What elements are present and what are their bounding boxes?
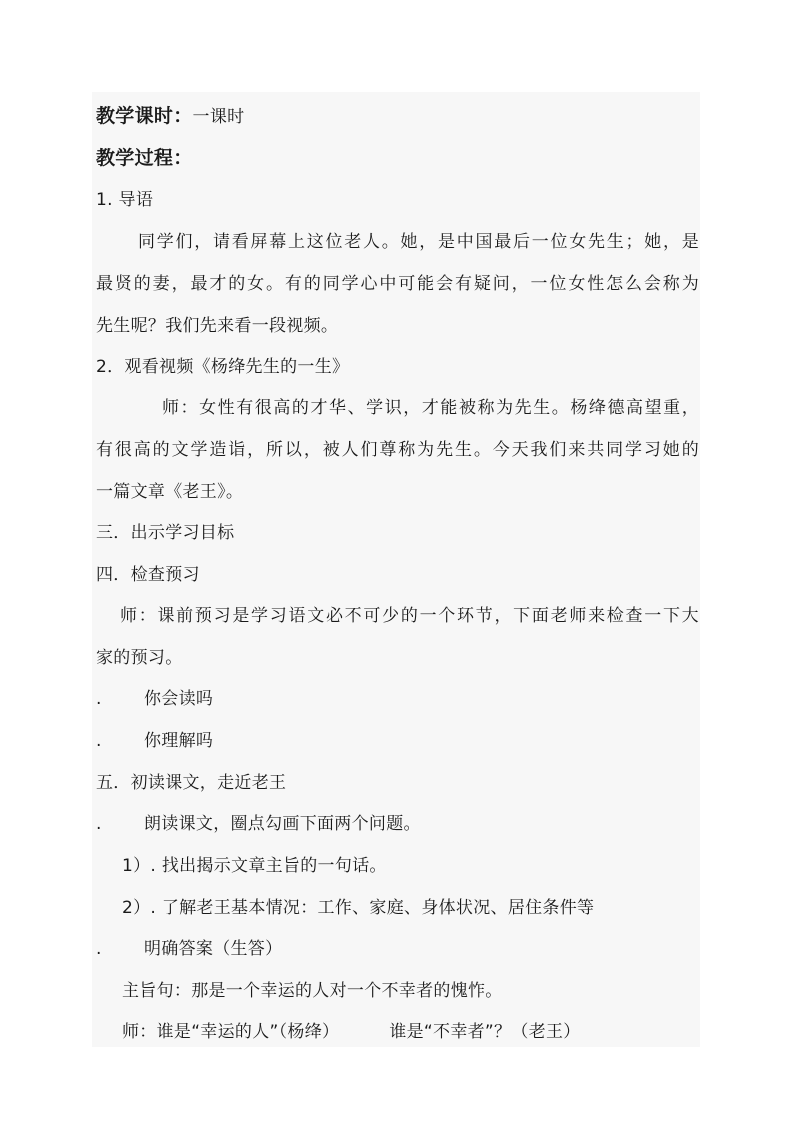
list-item: [96, 729, 213, 753]
section5-title: 五．初读课文，走近老王: [96, 773, 287, 793]
teacher-question-lucky: 师：谁是“幸运的人”（杨绛）: [122, 1022, 340, 1042]
section1-para-line-1: 同学们，请看屏幕上这位老人。她，是中国最后一位女先生；她，是: [138, 232, 699, 252]
theme-sentence: 主旨句：那是一个幸运的人对一个不幸者的愧怍。: [122, 981, 503, 1001]
list-item: [96, 812, 421, 836]
section3-title: 三．出示学习目标: [96, 523, 235, 543]
section4-para-line-1: 师：课前预习是学习语文必不可少的一个环节，下面老师来检查一下大: [120, 606, 699, 626]
question-1: 1）. 找出揭示文章主旨的一句话。: [122, 856, 387, 876]
section2-para-line-3: 一篇文章《老王》。: [96, 482, 244, 502]
list-item-text: 你会读吗: [144, 689, 214, 709]
list-item-dot: .: [96, 689, 102, 709]
list-item-dot: .: [96, 814, 102, 834]
teaching-hours-value: 一课时: [192, 107, 245, 127]
teaching-hours-label: 教学课时：: [96, 105, 193, 127]
section1-title: 1. 导语: [96, 190, 154, 210]
teaching-hours-line: [96, 104, 244, 129]
teacher-question-unlucky: 谁是“不幸者”？（老王）: [389, 1022, 581, 1042]
list-item-dot: .: [96, 939, 102, 959]
list-item-text: 你理解吗: [144, 731, 214, 751]
section2-title: 2．观看视频《杨绛先生的一生》: [96, 357, 350, 377]
question-2: 2）. 了解老王基本情况：工作、家庭、身体状况、居住条件等: [122, 898, 595, 918]
list-item: [96, 937, 282, 961]
section4-title: 四．检查预习: [96, 565, 200, 585]
section1-para-line-2: 最贤的妻，最才的女。有的同学心中可能会有疑问，一位女性怎么会称为: [96, 274, 699, 294]
teacher-questions-line: [122, 1020, 581, 1044]
list-item-dot: .: [96, 731, 102, 751]
list-item: [96, 687, 213, 711]
list-item-text: 朗读课文，圈点勾画下面两个问题。: [144, 814, 421, 834]
list-item-text: 明确答案（生答）: [144, 939, 283, 959]
teaching-process-heading: 教学过程：: [96, 147, 193, 169]
section4-para-line-2: 家的预习。: [96, 648, 183, 668]
section2-para-line-1: 师：女性有很高的才华、学识，才能被称为先生。杨绛德高望重，: [162, 398, 699, 418]
section1-para-line-3: 先生呢？我们先来看一段视频。: [96, 316, 339, 336]
section2-para-line-2: 有很高的文学造诣，所以，被人们尊称为先生。今天我们来共同学习她的: [96, 440, 699, 460]
